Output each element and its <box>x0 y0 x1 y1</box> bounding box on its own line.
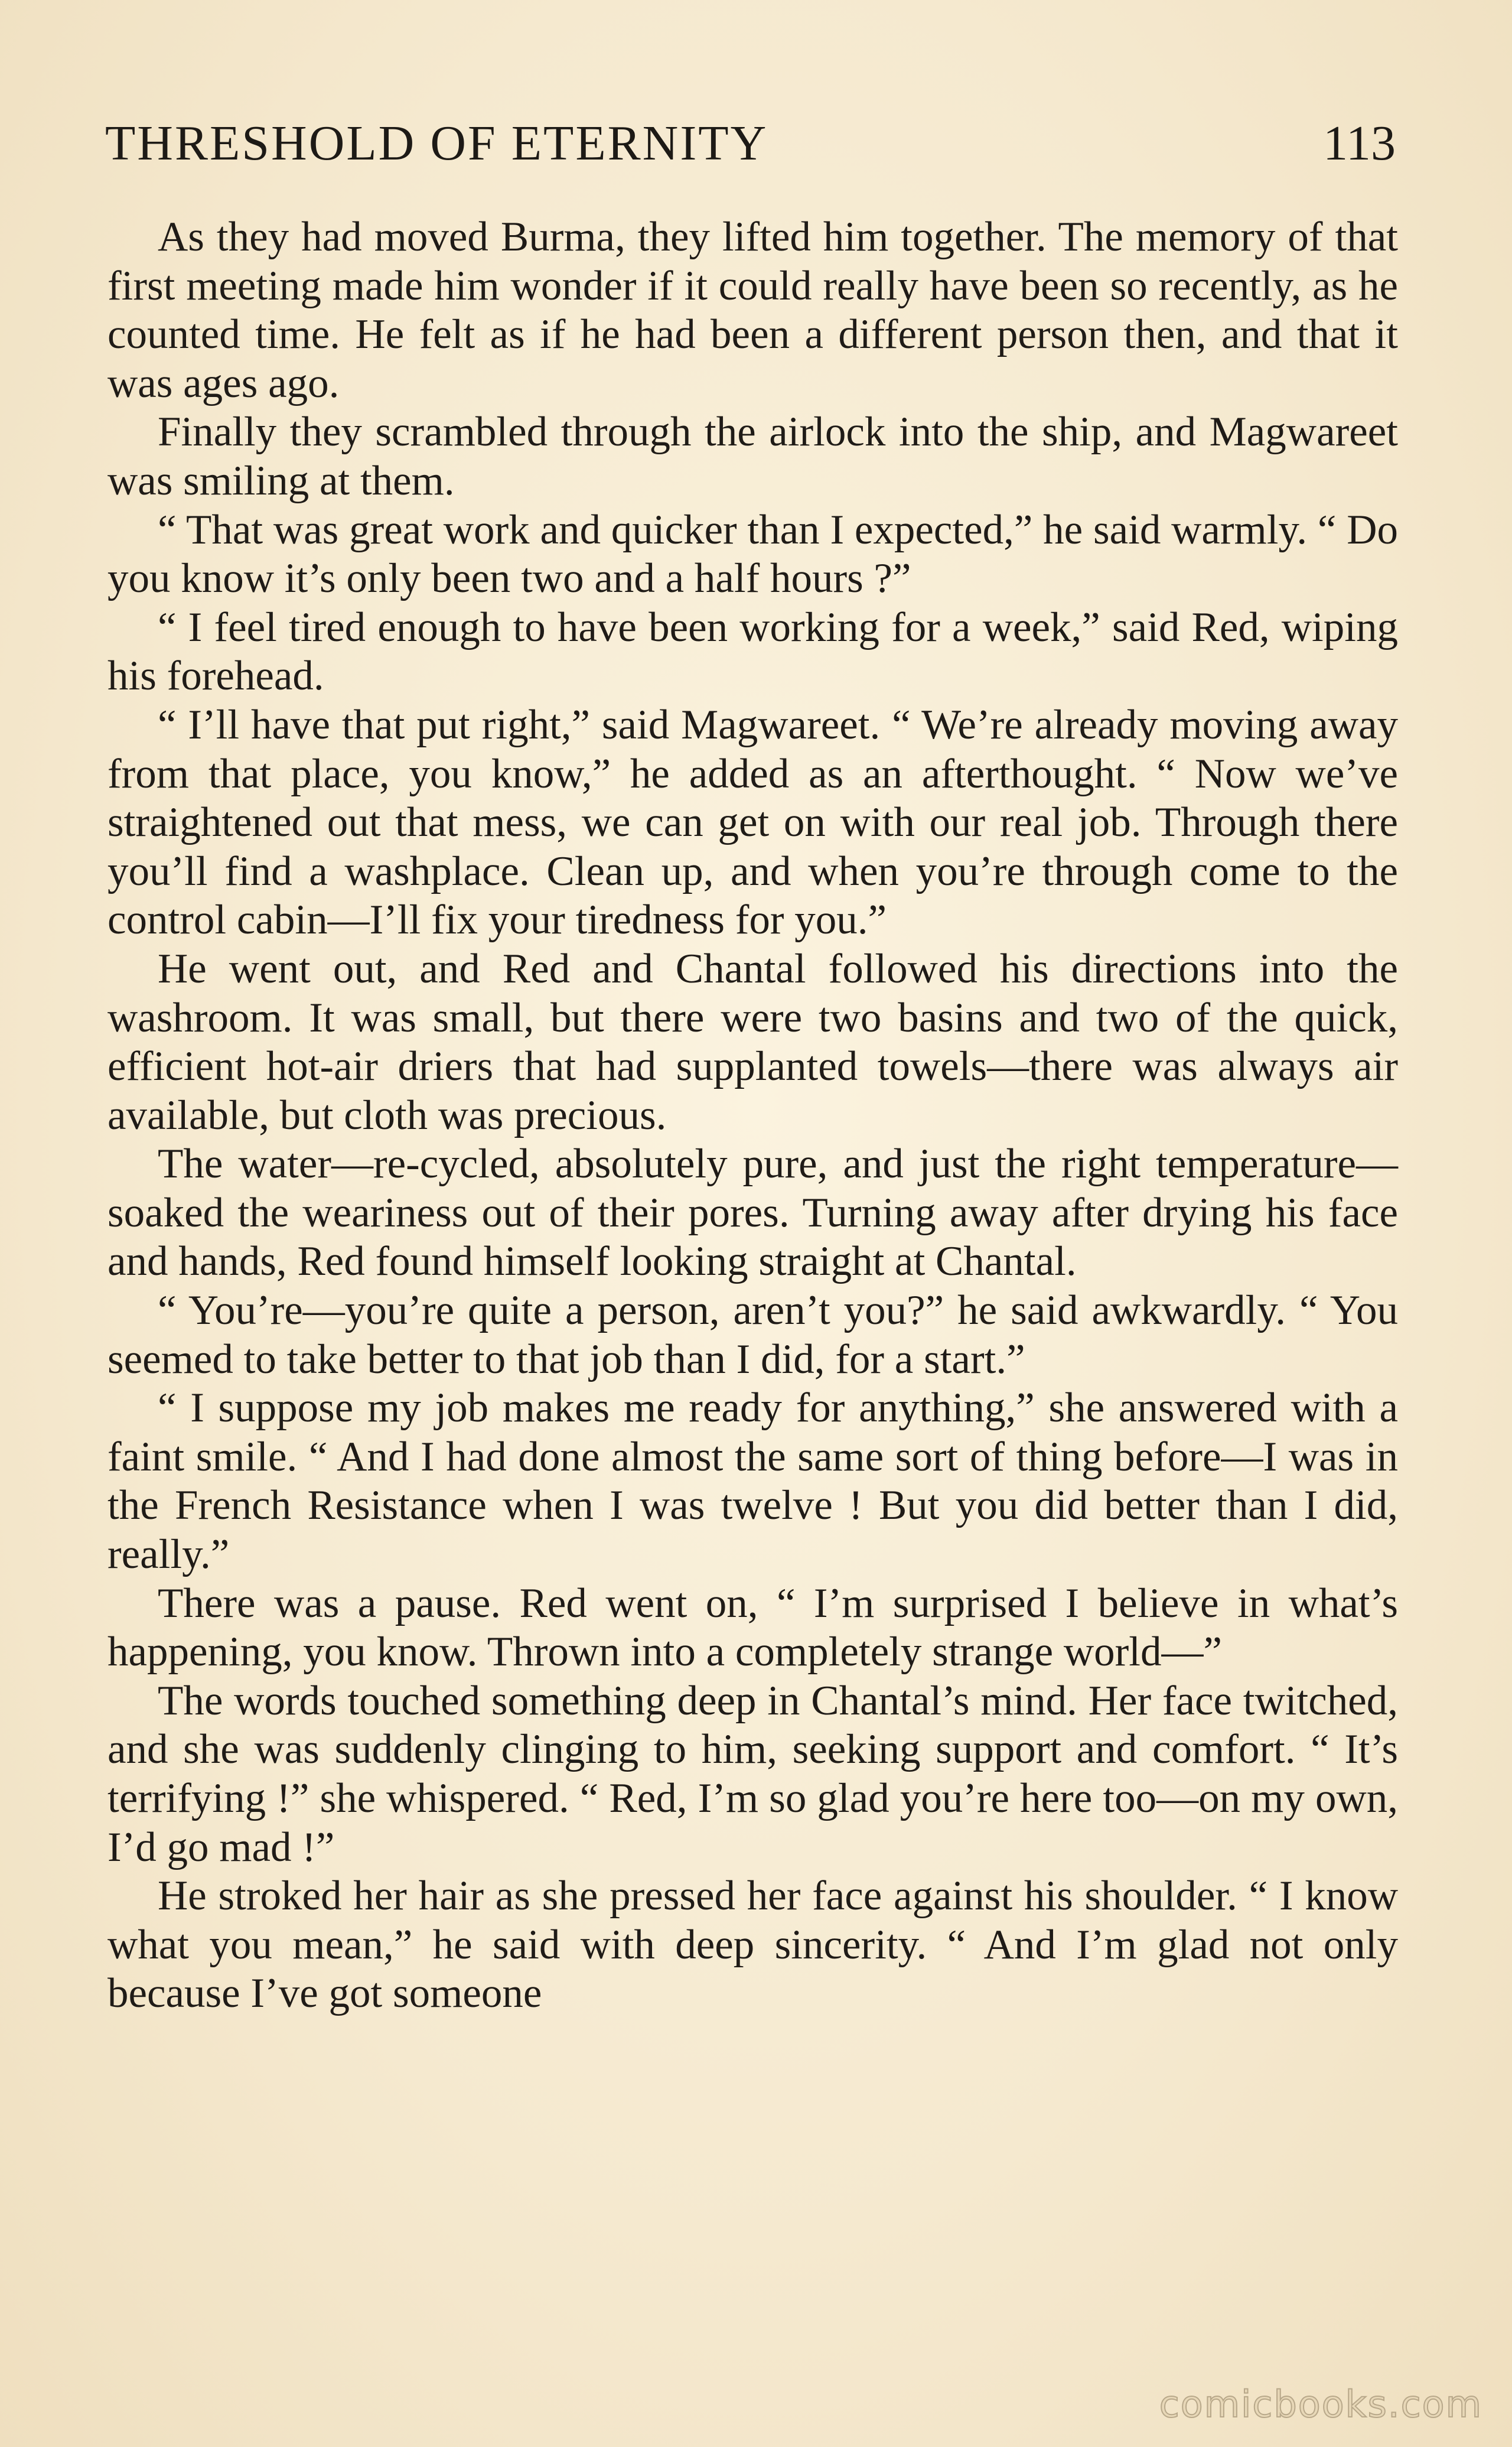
paragraph: “ I suppose my job makes me ready for anything,” she answered with a faint smile. “ And I had done almost the same sort of thing before—I was in the French Resistance when I was twelve ! But you did better than I did, really.” <box>107 1385 1398 1578</box>
paragraph: He went out, and Red and Chantal followed his directions into the washroom. It was small, but there were two basins and two of the quick, efficient hot-air driers that had supplanted towels—there was always air available, but cloth was precious. <box>107 945 1398 1138</box>
paragraph: “ I’ll have that put right,” said Magwareet. “ We’re already moving away from that place, you know,” he added as an afterthought. “ Now we’ve straightened out that mess, we can get on with our real job. Through there you’ll find a washplace. Clean up, and when you’re through come to the control cabin—I’ll fix your tiredness for you.” <box>107 701 1398 943</box>
running-head: THRESHOLD OF ETERNITY <box>105 116 768 171</box>
body-text <box>107 213 1398 2018</box>
paragraph: As they had moved Burma, they lifted him together. The memory of that first meeting made him wonder if it could really have been so recently, as he counted time. He felt as if he had been a different person then, and that it was ages ago. <box>107 214 1398 406</box>
watermark: comicbooks.com <box>1159 2383 1482 2426</box>
paragraph: “ You’re—you’re quite a person, aren’t you?” he said awkwardly. “ You seemed to take better to that job than I did, for a start.” <box>107 1287 1398 1382</box>
paragraph: The water—re-cycled, absolutely pure, and just the right temperature—soaked the weariness out of their pores. Turning away after drying his face and hands, Red found himself looking straight at Chantal. <box>107 1141 1398 1285</box>
paragraph: “ That was great work and quicker than I expected,” he said warmly. “ Do you know it’s only been two and a half hours ?” <box>107 506 1398 602</box>
page-header <box>105 111 1396 176</box>
paragraph: The words touched something deep in Chantal’s mind. Her face twitched, and she was suddenly clinging to him, seeking support and comfort. “ It’s terrifying !” she whispered. “ Red, I’m so glad you’re here too—on my own, I’d go mad !” <box>107 1677 1398 1870</box>
paragraph: Finally they scrambled through the airlock into the ship, and Magwareet was smiling at them. <box>107 409 1398 504</box>
paragraph: He stroked her hair as she pressed her face against his shoulder. “ I know what you mean,” he said with deep sincerity. “ And I’m glad not only because I’ve got someone <box>107 1873 1398 2017</box>
page-number: 113 <box>1323 116 1396 171</box>
paragraph: “ I feel tired enough to have been working for a week,” said Red, wiping his forehead. <box>107 604 1398 699</box>
paragraph: There was a pause. Red went on, “ I’m surprised I believe in what’s happening, you know. Thrown into a completely strange world—” <box>107 1580 1398 1675</box>
